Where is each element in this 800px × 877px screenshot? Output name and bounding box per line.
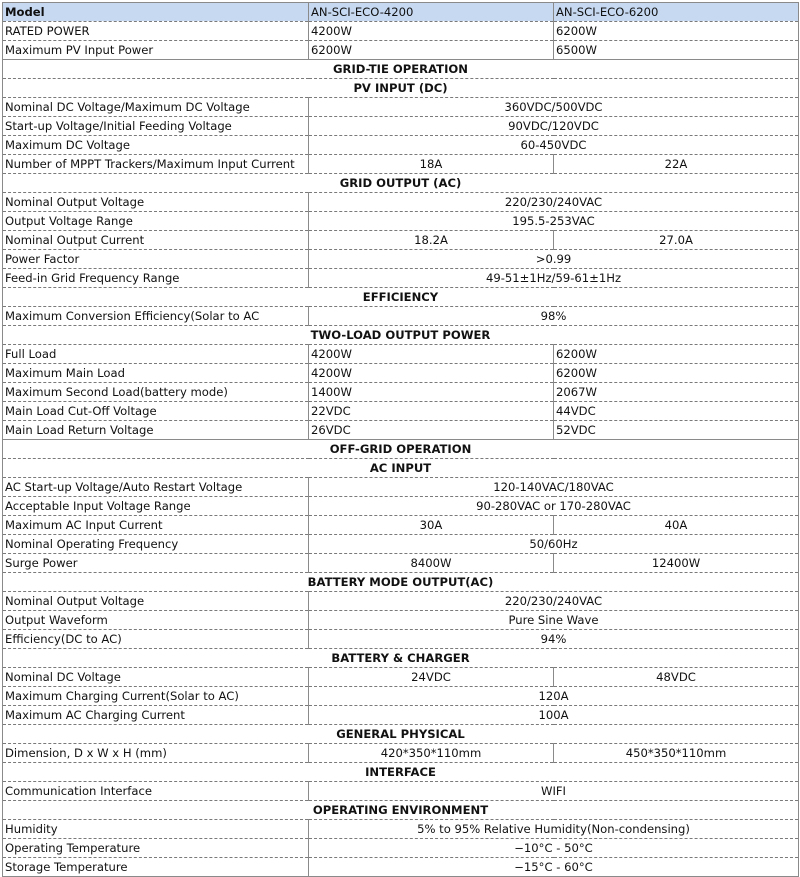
row-value: 50/60Hz xyxy=(309,535,799,554)
row-value: 94% xyxy=(309,630,799,649)
row-label: Nominal Operating Frequency xyxy=(3,535,309,554)
section-title: AC INPUT xyxy=(3,459,799,478)
table-row xyxy=(3,364,799,383)
row-label: Output Waveform xyxy=(3,611,309,630)
row-value: 44VDC xyxy=(554,402,799,421)
row-label: Maximum PV Input Power xyxy=(3,41,309,60)
row-label: Surge Power xyxy=(3,554,309,573)
table-row xyxy=(3,782,799,801)
row-value: −10°C - 50°C xyxy=(309,839,799,858)
section-title: PV INPUT (DC) xyxy=(3,79,799,98)
row-value: 98% xyxy=(309,307,799,326)
section-header-pv-input xyxy=(3,79,799,98)
row-value: 4200W xyxy=(309,364,554,383)
row-value: 48VDC xyxy=(554,668,799,687)
table-row xyxy=(3,687,799,706)
table-row xyxy=(3,231,799,250)
row-value: 24VDC xyxy=(309,668,554,687)
row-value: 49-51±1Hz/59-61±1Hz xyxy=(309,269,799,288)
section-header-grid-output xyxy=(3,174,799,193)
row-label: Main Load Return Voltage xyxy=(3,421,309,440)
row-value: 18.2A xyxy=(309,231,554,250)
row-value: −15°C - 60°C xyxy=(309,858,799,877)
table-row xyxy=(3,155,799,174)
header-row xyxy=(3,3,799,22)
table-row xyxy=(3,478,799,497)
row-label: Output Voltage Range xyxy=(3,212,309,231)
row-value: 90VDC/120VDC xyxy=(309,117,799,136)
section-title: OPERATING ENVIRONMENT xyxy=(3,801,799,820)
section-title: TWO-LOAD OUTPUT POWER xyxy=(3,326,799,345)
row-value: 26VDC xyxy=(309,421,554,440)
row-label: Main Load Cut-Off Voltage xyxy=(3,402,309,421)
table-row xyxy=(3,421,799,440)
row-value: 22VDC xyxy=(309,402,554,421)
table-row xyxy=(3,250,799,269)
row-value: 8400W xyxy=(309,554,554,573)
table-row xyxy=(3,98,799,117)
row-value: 6200W xyxy=(554,345,799,364)
table-row xyxy=(3,193,799,212)
section-title: GENERAL PHYSICAL xyxy=(3,725,799,744)
row-label: Humidity xyxy=(3,820,309,839)
model-4200: AN-SCI-ECO-4200 xyxy=(309,3,554,22)
section-header-battery-charger xyxy=(3,649,799,668)
row-value: 18A xyxy=(309,155,554,174)
row-value: 195.5-253VAC xyxy=(309,212,799,231)
row-label: Maximum Main Load xyxy=(3,364,309,383)
table-row xyxy=(3,383,799,402)
row-label: AC Start-up Voltage/Auto Restart Voltage xyxy=(3,478,309,497)
table-row xyxy=(3,41,799,60)
table-row xyxy=(3,668,799,687)
row-value: 5% to 95% Relative Humidity(Non-condensing) xyxy=(309,820,799,839)
spec-table xyxy=(2,2,799,877)
table-row xyxy=(3,820,799,839)
table-row xyxy=(3,497,799,516)
row-value: 100A xyxy=(309,706,799,725)
spec-sheet xyxy=(2,2,798,877)
section-header-battery-mode xyxy=(3,573,799,592)
section-header-interface xyxy=(3,763,799,782)
model-6200: AN-SCI-ECO-6200 xyxy=(554,3,799,22)
row-label: RATED POWER xyxy=(3,22,309,41)
row-value: Pure Sine Wave xyxy=(309,611,799,630)
row-value: 6200W xyxy=(554,22,799,41)
table-row xyxy=(3,307,799,326)
row-value: 90-280VAC or 170-280VAC xyxy=(309,497,799,516)
row-label: Power Factor xyxy=(3,250,309,269)
table-row xyxy=(3,516,799,535)
row-label: Maximum Conversion Efficiency(Solar to AC xyxy=(3,307,309,326)
row-value: 2067W xyxy=(554,383,799,402)
section-header-general-physical xyxy=(3,725,799,744)
table-row xyxy=(3,117,799,136)
row-label: Feed-in Grid Frequency Range xyxy=(3,269,309,288)
row-value: 40A xyxy=(554,516,799,535)
row-value: 220/230/240VAC xyxy=(309,592,799,611)
row-value: 4200W xyxy=(309,345,554,364)
table-row xyxy=(3,535,799,554)
row-value: 450*350*110mm xyxy=(554,744,799,763)
section-title: BATTERY & CHARGER xyxy=(3,649,799,668)
row-value: 420*350*110mm xyxy=(309,744,554,763)
section-header-two-load xyxy=(3,326,799,345)
row-value: 360VDC/500VDC xyxy=(309,98,799,117)
table-row xyxy=(3,858,799,877)
table-row xyxy=(3,212,799,231)
row-value: 27.0A xyxy=(554,231,799,250)
row-value: 6200W xyxy=(554,364,799,383)
row-value: 6500W xyxy=(554,41,799,60)
row-value: 220/230/240VAC xyxy=(309,193,799,212)
table-row xyxy=(3,592,799,611)
row-label: Efficiency(DC to AC) xyxy=(3,630,309,649)
row-label: Dimension, D x W x H (mm) xyxy=(3,744,309,763)
section-header-efficiency xyxy=(3,288,799,307)
section-title: EFFICIENCY xyxy=(3,288,799,307)
row-label: Number of MPPT Trackers/Maximum Input Current xyxy=(3,155,309,174)
table-row xyxy=(3,554,799,573)
row-value: 1400W xyxy=(309,383,554,402)
row-label: Full Load xyxy=(3,345,309,364)
row-label: Acceptable Input Voltage Range xyxy=(3,497,309,516)
row-value: 30A xyxy=(309,516,554,535)
row-label: Nominal DC Voltage/Maximum DC Voltage xyxy=(3,98,309,117)
table-row xyxy=(3,136,799,155)
header-label: Model xyxy=(3,3,309,22)
row-value: 6200W xyxy=(309,41,554,60)
table-row xyxy=(3,345,799,364)
row-label: Storage Temperature xyxy=(3,858,309,877)
row-label: Maximum DC Voltage xyxy=(3,136,309,155)
row-label: Nominal DC Voltage xyxy=(3,668,309,687)
section-title: INTERFACE xyxy=(3,763,799,782)
section-header-grid-tie xyxy=(3,60,799,79)
section-title: OFF-GRID OPERATION xyxy=(3,440,799,459)
table-row xyxy=(3,706,799,725)
table-row xyxy=(3,269,799,288)
section-title: GRID OUTPUT (AC) xyxy=(3,174,799,193)
row-label: Communication Interface xyxy=(3,782,309,801)
row-label: Maximum AC Input Current xyxy=(3,516,309,535)
row-value: 12400W xyxy=(554,554,799,573)
section-header-operating-environment xyxy=(3,801,799,820)
section-title: GRID-TIE OPERATION xyxy=(3,60,799,79)
row-value: 4200W xyxy=(309,22,554,41)
row-value: 120-140VAC/180VAC xyxy=(309,478,799,497)
row-label: Operating Temperature xyxy=(3,839,309,858)
row-label: Maximum AC Charging Current xyxy=(3,706,309,725)
table-row xyxy=(3,630,799,649)
table-row xyxy=(3,402,799,421)
table-row xyxy=(3,744,799,763)
row-label: Nominal Output Voltage xyxy=(3,193,309,212)
row-label: Nominal Output Current xyxy=(3,231,309,250)
section-header-ac-input xyxy=(3,459,799,478)
section-header-off-grid xyxy=(3,440,799,459)
row-value: 120A xyxy=(309,687,799,706)
row-value: 22A xyxy=(554,155,799,174)
row-label: Maximum Charging Current(Solar to AC) xyxy=(3,687,309,706)
table-row xyxy=(3,22,799,41)
row-value: WIFI xyxy=(309,782,799,801)
row-value: 60-450VDC xyxy=(309,136,799,155)
row-label: Start-up Voltage/Initial Feeding Voltage xyxy=(3,117,309,136)
table-row xyxy=(3,611,799,630)
row-value: >0.99 xyxy=(309,250,799,269)
section-title: BATTERY MODE OUTPUT(AC) xyxy=(3,573,799,592)
row-label: Nominal Output Voltage xyxy=(3,592,309,611)
row-label: Maximum Second Load(battery mode) xyxy=(3,383,309,402)
row-value: 52VDC xyxy=(554,421,799,440)
table-row xyxy=(3,839,799,858)
